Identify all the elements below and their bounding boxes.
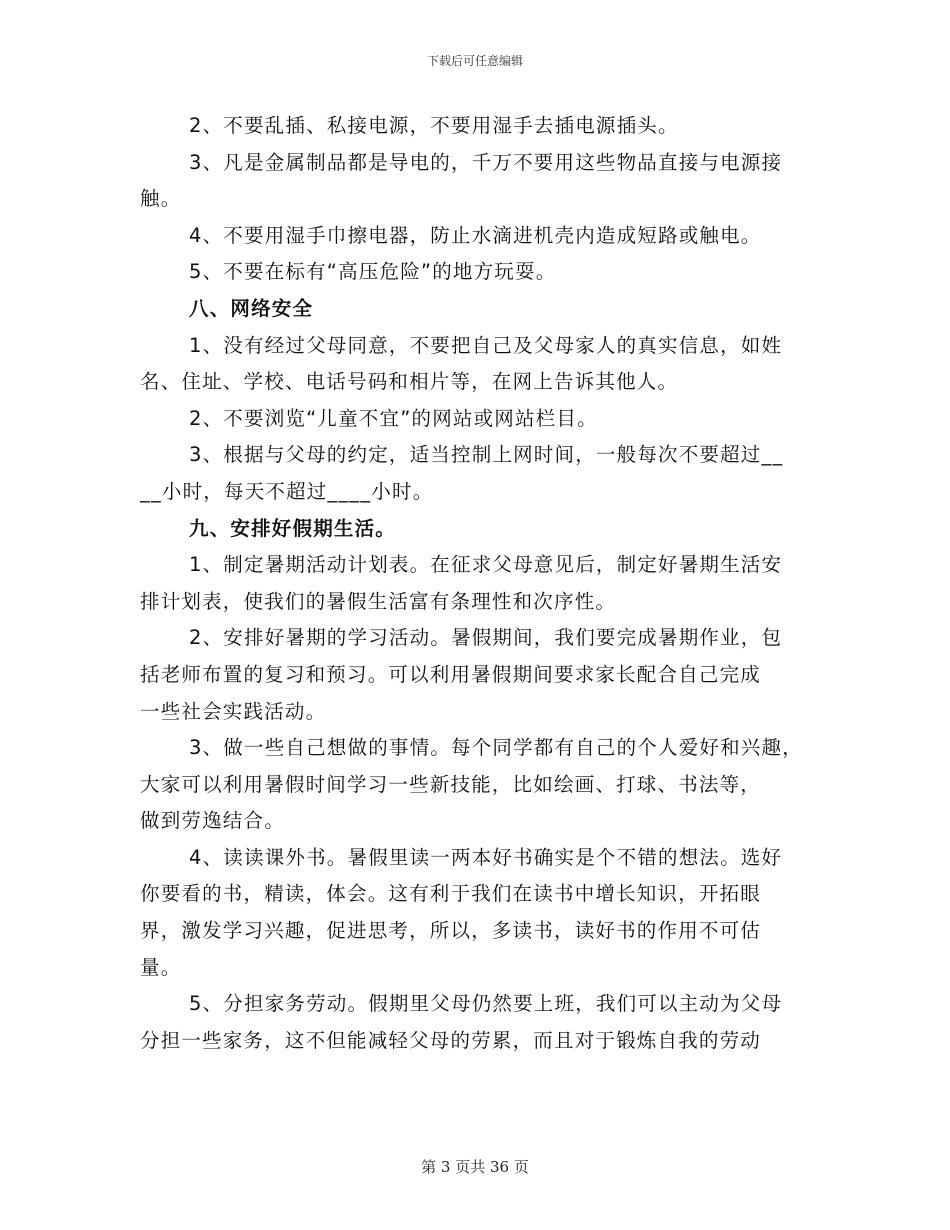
text-line: 你要看的书，精读，体会。这有利于我们在读书中增长知识，开拓眼 [140, 882, 762, 906]
text-line: 量。 [140, 955, 182, 979]
text-line: __小时，每天不超过____小时。 [140, 479, 434, 503]
text-line: 3、做一些自己想做的事情。每个同学都有自己的个人爱好和兴趣， [189, 736, 803, 760]
text-line: 分担一些家务，这不但能减轻父母的劳累，而且对于锻炼自我的劳动 [140, 1028, 762, 1052]
text-line: 5、分担家务劳动。假期里父母仍然要上班，我们可以主动为父母 [189, 992, 783, 1016]
text-line: 触。 [140, 187, 182, 211]
text-line: 2、不要乱插、私接电源，不要用湿手去插电源插头。 [189, 114, 679, 137]
text-line: 2、不要浏览“儿童不宜”的网站或网站栏目。 [189, 406, 598, 430]
text-line: 4、读读课外书。暑假里读一两本好书确实是个不错的想法。选好 [189, 845, 783, 869]
text-line: 5、不要在标有“高压危险”的地方玩耍。 [189, 260, 557, 284]
text-line: 排计划表，使我们的暑假生活富有条理性和次序性。 [140, 589, 617, 613]
section-heading: 九、安排好假期生活。 [189, 516, 397, 540]
section-heading: 八、网络安全 [189, 296, 314, 320]
text-line: 一些社会实践活动。 [140, 699, 327, 723]
text-line: 1、没有经过父母同意，不要把自己及父母家人的真实信息，如姓 [189, 333, 783, 357]
text-line: 界，激发学习兴趣，促进思考，所以，多读书，读好书的作用不可估 [140, 919, 762, 943]
document-body [140, 108, 820, 1059]
text-line: 做到劳逸结合。 [140, 809, 285, 833]
text-line: 4、不要用湿手巾擦电器，防止水滴进机壳内造成短路或触电。 [189, 223, 762, 247]
text-line: 括老师布置的复习和预习。可以利用暑假期间要求家长配合自己完成 [140, 662, 762, 686]
text-line: 3、根据与父母的约定，适当控制上网时间，一般每次不要超过__ [189, 443, 784, 467]
text-line: 1、制定暑期活动计划表。在征求父母意见后，制定好暑期生活安 [189, 553, 783, 577]
page-footer: 第 3 页共 36 页 [421, 1158, 529, 1176]
text-line: 3、凡是金属制品都是导电的，千万不要用这些物品直接与电源接 [189, 150, 783, 174]
text-line: 名、住址、学校、电话号码和相片等，在网上告诉其他人。 [140, 370, 679, 394]
text-line: 大家可以利用暑假时间学习一些新技能，比如绘画、打球、书法等， [140, 772, 762, 796]
text-line: 2、安排好暑期的学习活动。暑假期间，我们要完成暑期作业，包 [189, 626, 783, 650]
page-header: 下载后可任意编辑 [426, 54, 523, 68]
